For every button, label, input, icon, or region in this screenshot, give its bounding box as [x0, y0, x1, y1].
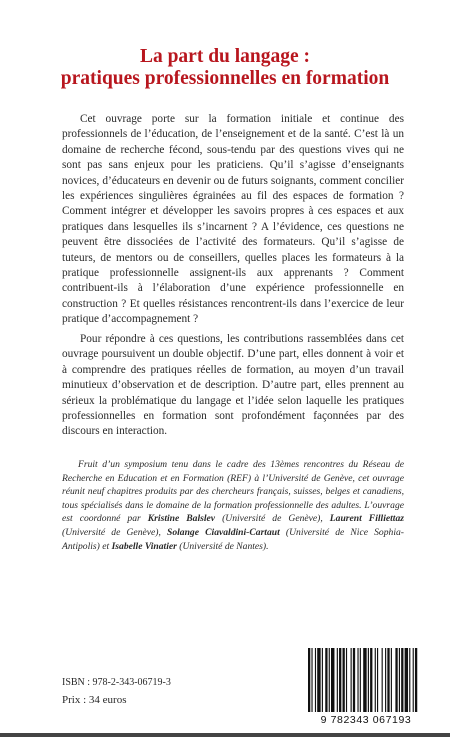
description-paragraph-1: Cet ouvrage porte sur la formation initiale et continue des professionnels de l’éducation, de l’enseignement et de la santé. C’est là un domaine de recherche fécond, sous-tendu par des questions vives qui ne sont pas sans enjeux pour les praticiens. Qu’il s’agisse d’enseignants novices, d’éducateurs en devenir ou de futurs soignants, comment concilier les expériences singulières égrainées au fil des espaces de formation ? Comment intégrer et développer les savoirs propres à ces espaces et aux pratiques dans lesquelles ils s’incarnent ? A l’évidence, ces questions ne peuvent être dissociées de l’activité des formateurs. Qu’il s’agisse de tuteurs, de mentors ou de conseillers, quelles places les formateurs à la pratique professionnelle assignent-ils aux apprenants ? Comment contribuent-ils à l’élaboration d’une expérience professionnelle en construction ? Et quelles résistances rencontrent-ils dans l’exercice de leur pratique d’accompagnement ?: [62, 113, 404, 326]
editor-affiliation: (Université de Genève),: [215, 513, 330, 525]
editor-affiliation: (Université de Genève),: [62, 526, 167, 538]
price-text: Prix : 34 euros: [62, 694, 127, 706]
editor-name: Laurent Filliettaz: [329, 513, 404, 525]
editor-affiliation: (Université de Nice Sophia-Antipolis) et: [62, 526, 404, 552]
editor-name: Kristine Balslev: [147, 513, 216, 525]
isbn-barcode: [302, 646, 430, 732]
publication-info: [62, 676, 171, 707]
abstract-paragraph: [62, 458, 404, 553]
title-line-2: pratiques professionnelles en formation: [60, 68, 390, 89]
isbn-text: ISBN : 978-2-343-06719-3: [62, 677, 171, 688]
abstract-intro: Fruit d’un symposium tenu dans le cadre des 13èmes rencontres du Réseau de Recherche en Education et en Formation (REF) à l’Université de Genève, cet ouvrage réunit neuf chapitres produits par des chercheurs français, suisses, belges et canadiens, tous spécialisés dans le domaine de la formation professionnelle des adultes. L’ouvrage est coordonné par: [62, 459, 404, 525]
barcode-digits: 9 782343 067193: [320, 714, 412, 726]
editor-affiliation: (Université de Nantes).: [176, 540, 269, 552]
editor-name: Isabelle Vinatier: [111, 540, 177, 552]
book-title: [40, 46, 410, 90]
description-paragraph-2: Pour répondre à ces questions, les contributions rassemblées dans cet ouvrage poursuivent un double objectif. D’une part, elles donnent à voir et à comprendre des pratiques réelles de formation, au moyen d’un travail minutieux d’observation et de description. D’autre part, elles prennent au sérieux la problématique du langage et l’idée selon laquelle les pratiques professionnelles en formation sont profondément façonnées par des discours en interaction.: [62, 333, 404, 438]
title-line-1: La part du langage :: [139, 46, 311, 67]
editor-name: Solange Ciavaldini-Cartaut: [167, 526, 280, 538]
bottom-divider: [0, 733, 450, 737]
barcode-bars-icon: [302, 646, 430, 714]
